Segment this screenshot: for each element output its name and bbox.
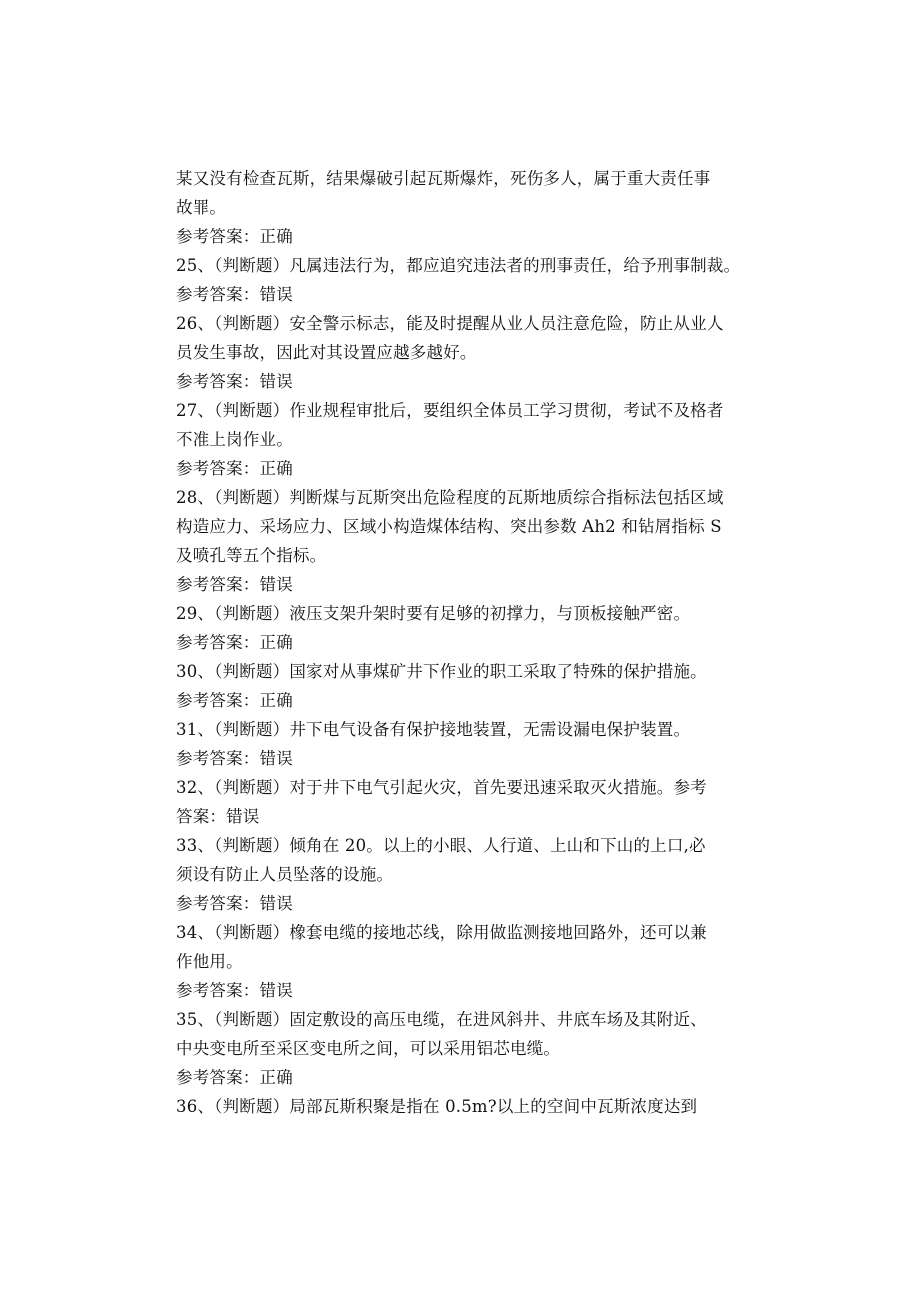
question-25: 25、（判断题）凡属违法行为，都应追究违法者的刑事责任，给予刑事制裁。 xyxy=(176,256,741,275)
question-34: 34、（判断题）橡套电缆的接地芯线，除用做监测接地回路外，还可以兼 xyxy=(176,923,707,942)
text-line: 及喷孔等五个指标。 xyxy=(176,546,327,565)
question-31: 31、（判断题）井下电气设备有保护接地装置，无需设漏电保护装置。 xyxy=(176,720,691,739)
answer-line: 参考答案：正确 xyxy=(176,691,293,710)
question-26: 26、（判断题）安全警示标志，能及时提醒从业人员注意危险，防止从业人 xyxy=(176,314,724,333)
question-33: 33、（判断题）倾角在 20。以上的小眼、人行道、上山和下山的上口,必 xyxy=(176,836,706,855)
text-line: 某又没有检查瓦斯，结果爆破引起瓦斯爆炸，死伤多人，属于重大责任事 xyxy=(176,169,711,188)
question-36: 36、（判断题）局部瓦斯积聚是指在 0.5m?以上的空间中瓦斯浓度达到 xyxy=(176,1097,698,1116)
text-line: 员发生事故，因此对其设置应越多越好。 xyxy=(176,343,477,362)
question-28: 28、（判断题）判断煤与瓦斯突出危险程度的瓦斯地质综合指标法包括区域 xyxy=(176,488,724,507)
answer-line: 答案：错误 xyxy=(176,807,260,826)
answer-line: 参考答案：错误 xyxy=(176,285,293,304)
text-line: 不准上岗作业。 xyxy=(176,430,293,449)
question-text-block xyxy=(176,164,746,1121)
text-line: 作他用。 xyxy=(176,952,243,971)
question-27: 27、（判断题）作业规程审批后，要组织全体员工学习贯彻，考试不及格者 xyxy=(176,401,724,420)
text-line: 构造应力、采场应力、区域小构造煤体结构、突出参数 Ah2 和钻屑指标 S xyxy=(176,517,722,536)
answer-line: 参考答案：错误 xyxy=(176,981,293,1000)
text-line: 故罪。 xyxy=(176,198,227,217)
answer-line: 参考答案：正确 xyxy=(176,227,293,246)
text-line: 须设有防止人员坠落的设施。 xyxy=(176,865,394,884)
answer-line: 参考答案：错误 xyxy=(176,894,293,913)
text-line: 中央变电所至采区变电所之间，可以采用铝芯电缆。 xyxy=(176,1039,561,1058)
question-35: 35、（判断题）固定敷设的高压电缆，在进风斜井、井底车场及其附近、 xyxy=(176,1010,707,1029)
answer-line: 参考答案：错误 xyxy=(176,749,293,768)
question-30: 30、（判断题）国家对从事煤矿井下作业的职工采取了特殊的保护措施。 xyxy=(176,662,707,681)
answer-line: 参考答案：正确 xyxy=(176,459,293,478)
answer-line: 参考答案：错误 xyxy=(176,575,293,594)
answer-line: 参考答案：错误 xyxy=(176,372,293,391)
answer-line: 参考答案：正确 xyxy=(176,633,293,652)
question-29: 29、（判断题）液压支架升架时要有足够的初撑力，与顶板接触严密。 xyxy=(176,604,691,623)
answer-line: 参考答案：正确 xyxy=(176,1068,293,1087)
question-32: 32、（判断题）对于井下电气引起火灾，首先要迅速采取灭火措施。参考 xyxy=(176,778,707,797)
